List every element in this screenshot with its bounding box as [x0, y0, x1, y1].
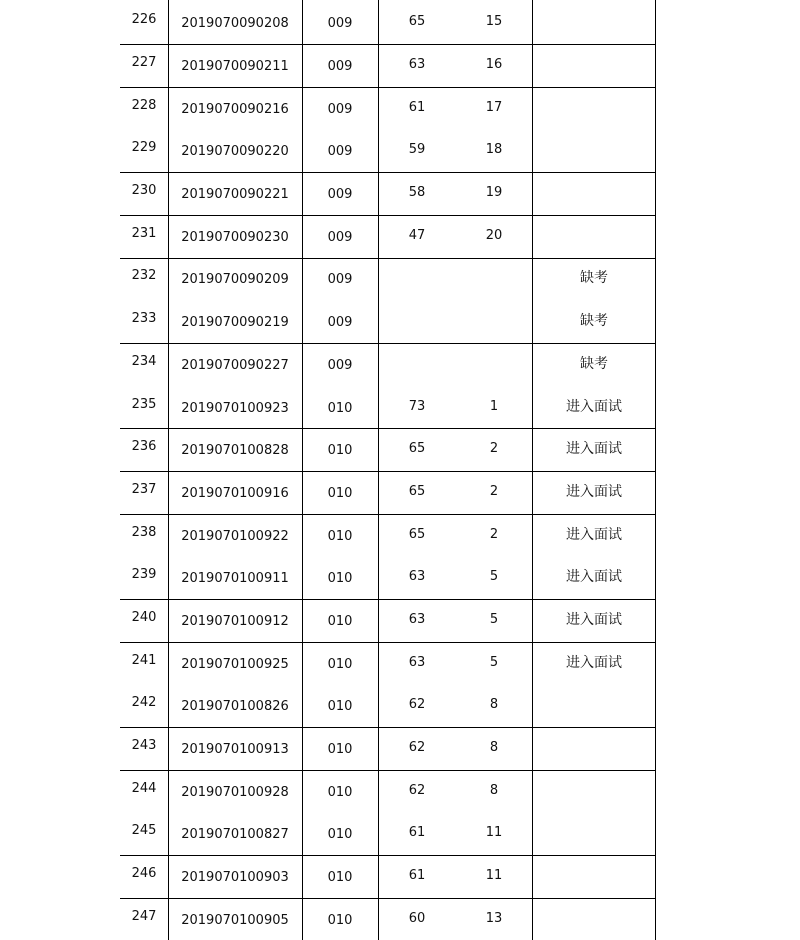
column-divider	[655, 0, 656, 940]
row-number-cell: 235	[131, 397, 157, 412]
rank-cell: 5	[489, 612, 499, 627]
row-divider	[120, 87, 656, 88]
row-divider	[120, 514, 656, 515]
position-code-cell: 010	[327, 827, 353, 842]
score-cell: 62	[408, 697, 426, 712]
row-divider	[120, 471, 656, 472]
position-code-cell: 009	[327, 230, 353, 245]
position-code-cell: 010	[327, 486, 353, 501]
candidate-id-cell: 2019070100911	[181, 571, 289, 586]
row-divider	[120, 770, 656, 771]
rank-cell: 2	[489, 441, 499, 456]
candidate-id-cell: 2019070100923	[181, 401, 289, 416]
rank-cell: 20	[485, 228, 503, 243]
score-cell: 62	[408, 783, 426, 798]
row-divider	[120, 258, 656, 259]
row-number-cell: 228	[131, 98, 157, 113]
candidate-id-cell: 2019070090221	[181, 187, 289, 202]
candidate-id-cell: 2019070100922	[181, 529, 289, 544]
candidate-id-cell: 2019070100913	[181, 742, 289, 757]
candidate-id-cell: 2019070100828	[181, 443, 289, 458]
position-code-cell: 009	[327, 187, 353, 202]
candidate-id-cell: 2019070090216	[181, 102, 289, 117]
score-cell: 65	[408, 527, 426, 542]
row-divider	[120, 172, 656, 173]
rank-cell: 15	[485, 14, 503, 29]
row-number-cell: 243	[131, 738, 157, 753]
position-code-cell: 010	[327, 443, 353, 458]
remark-cell: 进入面试	[566, 484, 622, 500]
rank-cell: 17	[485, 100, 503, 115]
row-number-cell: 230	[131, 183, 157, 198]
rank-cell: 5	[489, 655, 499, 670]
position-code-cell: 010	[327, 742, 353, 757]
row-divider	[120, 343, 656, 344]
row-number-cell: 239	[131, 567, 157, 582]
rank-cell: 2	[489, 484, 499, 499]
score-cell: 65	[408, 14, 426, 29]
rank-cell: 16	[485, 57, 503, 72]
row-divider	[120, 855, 656, 856]
position-code-cell: 010	[327, 657, 353, 672]
candidate-id-cell: 2019070100905	[181, 913, 289, 928]
remark-cell: 缺考	[580, 313, 608, 329]
candidate-id-cell: 2019070090227	[181, 358, 289, 373]
remark-cell: 进入面试	[566, 399, 622, 415]
column-divider	[378, 0, 379, 940]
row-divider	[120, 599, 656, 600]
candidate-id-cell: 2019070100912	[181, 614, 289, 629]
row-number-cell: 244	[131, 781, 157, 796]
position-code-cell: 010	[327, 401, 353, 416]
candidate-id-cell: 2019070100903	[181, 870, 289, 885]
row-number-cell: 236	[131, 439, 157, 454]
remark-cell: 进入面试	[566, 569, 622, 585]
candidate-id-cell: 2019070100925	[181, 657, 289, 672]
score-cell: 63	[408, 57, 426, 72]
row-number-cell: 241	[131, 653, 157, 668]
row-number-cell: 247	[131, 909, 157, 924]
score-cell: 58	[408, 185, 426, 200]
remark-cell: 缺考	[580, 356, 608, 372]
rank-cell: 1	[489, 399, 499, 414]
rank-cell: 13	[485, 911, 503, 926]
score-cell: 60	[408, 911, 426, 926]
candidate-id-cell: 2019070090230	[181, 230, 289, 245]
score-cell: 65	[408, 484, 426, 499]
row-number-cell: 227	[131, 55, 157, 70]
score-cell: 62	[408, 740, 426, 755]
position-code-cell: 009	[327, 16, 353, 31]
candidate-id-cell: 2019070090208	[181, 16, 289, 31]
row-number-cell: 232	[131, 268, 157, 283]
row-number-cell: 229	[131, 140, 157, 155]
score-cell: 63	[408, 655, 426, 670]
rank-cell: 8	[489, 697, 499, 712]
score-cell: 47	[408, 228, 426, 243]
row-number-cell: 242	[131, 695, 157, 710]
candidate-id-cell: 2019070100827	[181, 827, 289, 842]
rank-cell: 8	[489, 783, 499, 798]
row-number-cell: 245	[131, 823, 157, 838]
row-number-cell: 233	[131, 311, 157, 326]
score-cell: 63	[408, 569, 426, 584]
column-divider	[532, 0, 533, 940]
score-cell: 59	[408, 142, 426, 157]
candidate-id-cell: 2019070100826	[181, 699, 289, 714]
row-divider	[120, 727, 656, 728]
row-number-cell: 237	[131, 482, 157, 497]
score-cell: 61	[408, 868, 426, 883]
row-number-cell: 238	[131, 525, 157, 540]
score-cell: 61	[408, 100, 426, 115]
candidate-id-cell: 2019070090211	[181, 59, 289, 74]
position-code-cell: 010	[327, 785, 353, 800]
remark-cell: 进入面试	[566, 441, 622, 457]
remark-cell: 进入面试	[566, 527, 622, 543]
position-code-cell: 009	[327, 144, 353, 159]
remark-cell: 缺考	[580, 270, 608, 286]
row-number-cell: 226	[131, 12, 157, 27]
row-number-cell: 234	[131, 354, 157, 369]
row-number-cell: 231	[131, 226, 157, 241]
remark-cell: 进入面试	[566, 655, 622, 671]
row-divider	[120, 642, 656, 643]
candidate-id-cell: 2019070090209	[181, 272, 289, 287]
position-code-cell: 009	[327, 59, 353, 74]
rank-cell: 18	[485, 142, 503, 157]
row-divider	[120, 215, 656, 216]
rank-cell: 5	[489, 569, 499, 584]
candidate-id-cell: 2019070090220	[181, 144, 289, 159]
position-code-cell: 010	[327, 614, 353, 629]
rank-cell: 8	[489, 740, 499, 755]
row-divider	[120, 44, 656, 45]
position-code-cell: 010	[327, 870, 353, 885]
rank-cell: 19	[485, 185, 503, 200]
position-code-cell: 009	[327, 102, 353, 117]
row-number-cell: 240	[131, 610, 157, 625]
candidate-id-cell: 2019070100928	[181, 785, 289, 800]
score-cell: 65	[408, 441, 426, 456]
position-code-cell: 009	[327, 272, 353, 287]
remark-cell: 进入面试	[566, 612, 622, 628]
position-code-cell: 010	[327, 699, 353, 714]
position-code-cell: 010	[327, 913, 353, 928]
score-cell: 61	[408, 825, 426, 840]
row-divider	[120, 428, 656, 429]
score-cell: 73	[408, 399, 426, 414]
rank-cell: 11	[485, 825, 503, 840]
rank-cell: 11	[485, 868, 503, 883]
candidate-id-cell: 2019070100916	[181, 486, 289, 501]
position-code-cell: 009	[327, 315, 353, 330]
row-number-cell: 246	[131, 866, 157, 881]
position-code-cell: 010	[327, 571, 353, 586]
position-code-cell: 009	[327, 358, 353, 373]
candidate-id-cell: 2019070090219	[181, 315, 289, 330]
score-cell: 63	[408, 612, 426, 627]
position-code-cell: 010	[327, 529, 353, 544]
row-divider	[120, 898, 656, 899]
rank-cell: 2	[489, 527, 499, 542]
